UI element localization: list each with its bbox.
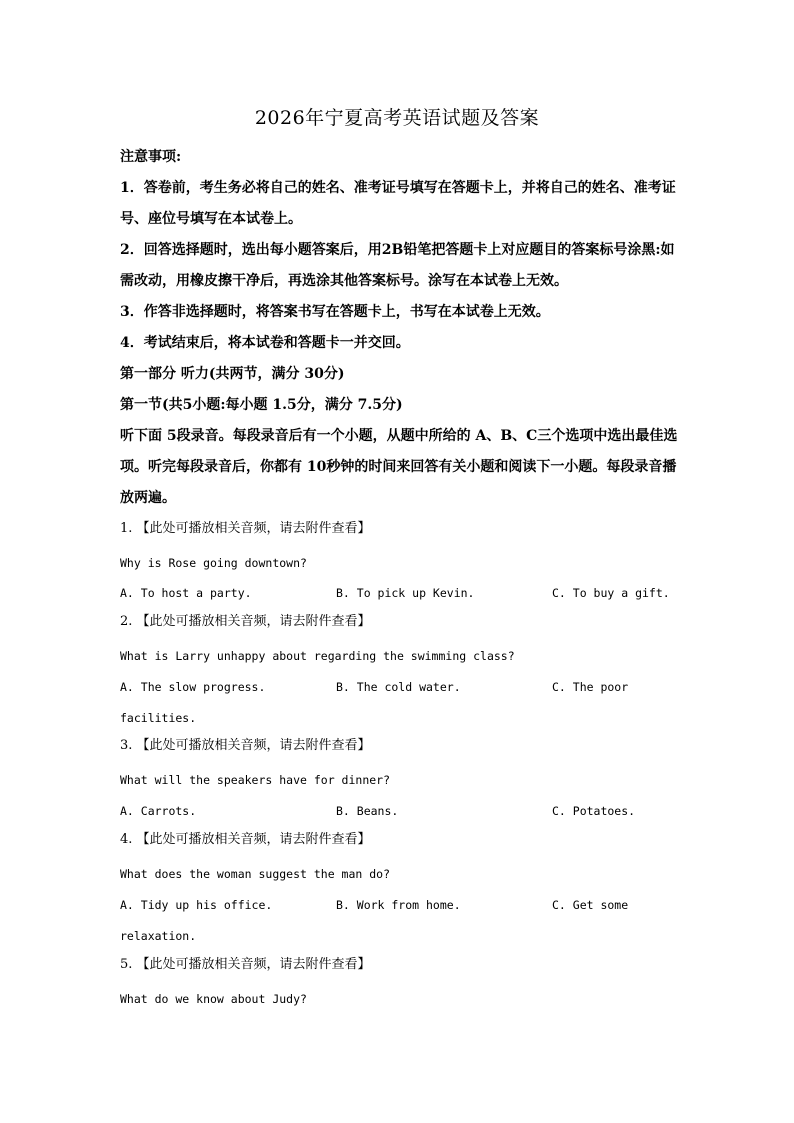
- listening-instructions-line-3: 放两遍。: [120, 490, 176, 506]
- question-2-option-a: A. The slow progress.: [120, 680, 266, 694]
- question-2-text: What is Larry unhappy about regarding the swimming class?: [120, 649, 515, 663]
- listening-instructions-line-1: 听下面 5段录音。每段录音后有一个小题，从题中所给的 A、B、C三个选项中选出最佳选: [120, 428, 678, 444]
- question-3-option-a: A. Carrots.: [120, 804, 197, 818]
- question-2-option-c: C. The poor: [552, 680, 629, 694]
- question-3-text: What will the speakers have for dinner?: [120, 773, 391, 787]
- notice-item-1-line-1: 1．答卷前，考生务必将自己的姓名、准考证号填写在答题卡上，并将自己的姓名、准考证: [120, 180, 676, 196]
- question-2-option-c-continuation: facilities.: [120, 711, 197, 725]
- question-4-option-c: C. Get some: [552, 898, 629, 912]
- question-4-text: What does the woman suggest the man do?: [120, 867, 391, 881]
- notice-item-4: 4．考试结束后，将本试卷和答题卡一并交回。: [120, 335, 410, 351]
- listening-instructions-line-2: 项。听完每段录音后，你都有 10秒钟的时间来回答有关小题和阅读下一小题。每段录音播: [120, 459, 677, 475]
- notice-item-3: 3．作答非选择题时，将答案书写在答题卡上，书写在本试卷上无效。: [120, 304, 550, 320]
- notice-item-1-line-2: 号、座位号填写在本试卷上。: [120, 211, 302, 227]
- section-1-heading: 第一节(共5小题:每小题 1.5分，满分 7.5分): [120, 397, 403, 413]
- question-3-option-c: C. Potatoes.: [552, 804, 636, 818]
- question-5-text: What do we know about Judy?: [120, 992, 307, 1006]
- question-1-text: Why is Rose going downtown?: [120, 556, 307, 570]
- question-3-audio-note: 3. 【此处可播放相关音频，请去附件查看】: [120, 738, 371, 753]
- document-title: 2026年宁夏高考英语试题及答案: [254, 107, 540, 129]
- question-4-option-c-continuation: relaxation.: [120, 929, 197, 943]
- question-4-audio-note: 4. 【此处可播放相关音频，请去附件查看】: [120, 832, 371, 847]
- question-1-audio-note: 1. 【此处可播放相关音频，请去附件查看】: [120, 521, 371, 536]
- question-3-option-b: B. Beans.: [336, 804, 399, 818]
- notice-heading: 注意事项:: [120, 149, 182, 165]
- question-1-option-b: B. To pick up Kevin.: [336, 586, 475, 600]
- question-1-option-a: A. To host a party.: [120, 586, 252, 600]
- question-2-option-b: B. The cold water.: [336, 680, 461, 694]
- question-4-option-b: B. Work from home.: [336, 898, 461, 912]
- notice-item-2-line-2: 需改动，用橡皮擦干净后，再选涂其他答案标号。涂写在本试卷上无效。: [120, 273, 568, 289]
- question-1-option-c: C. To buy a gift.: [552, 586, 670, 600]
- part-1-heading: 第一部分 听力(共两节，满分 30分): [120, 366, 345, 382]
- question-2-audio-note: 2. 【此处可播放相关音频，请去附件查看】: [120, 614, 371, 629]
- notice-item-2-line-1: 2．回答选择题时，选出每小题答案后，用2B铅笔把答题卡上对应题目的答案标号涂黑:如: [120, 242, 675, 258]
- question-4-option-a: A. Tidy up his office.: [120, 898, 273, 912]
- question-5-audio-note: 5. 【此处可播放相关音频，请去附件查看】: [120, 957, 371, 972]
